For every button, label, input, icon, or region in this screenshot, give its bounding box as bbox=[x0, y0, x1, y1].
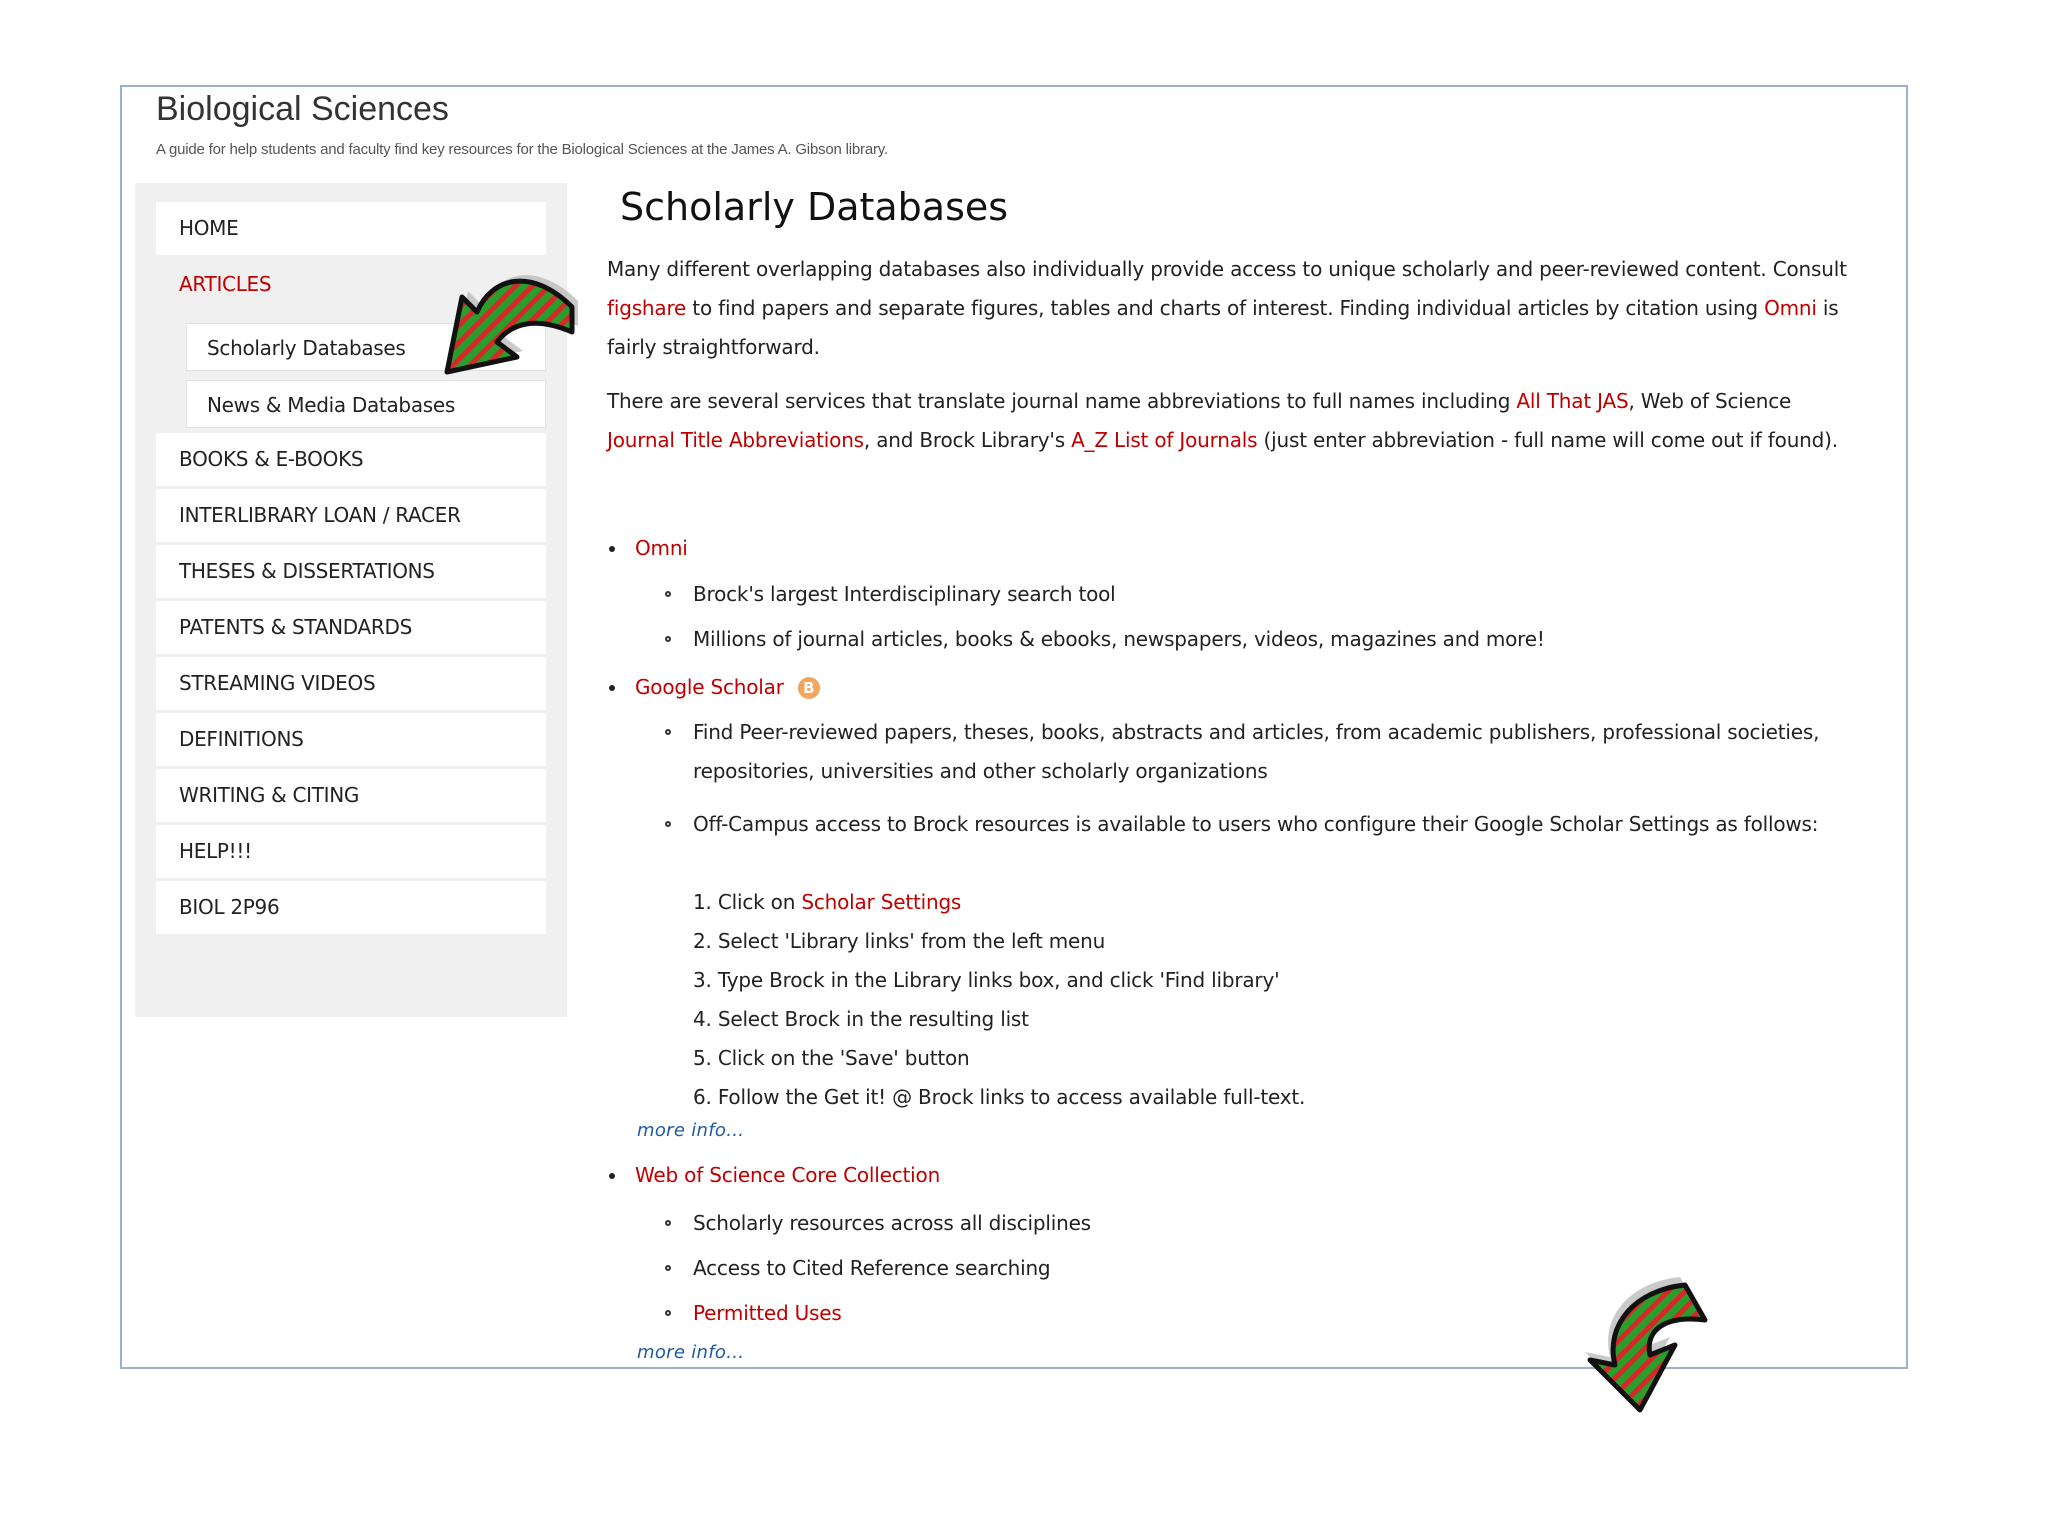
circle-bullet-icon bbox=[665, 1310, 671, 1316]
sidebar-item-writing-citing[interactable]: WRITING & CITING bbox=[156, 769, 546, 822]
sidebar-item-patents[interactable]: PATENTS & STANDARDS bbox=[156, 601, 546, 654]
sidebar-item-articles[interactable]: ARTICLES bbox=[179, 272, 272, 296]
list-item: Millions of journal articles, books & ebooks, newspapers, videos, magazines and more! bbox=[693, 627, 1545, 651]
step-item: 2. Select 'Library links' from the left menu bbox=[693, 929, 1106, 953]
web-of-science-link[interactable]: Web of Science Core Collection bbox=[635, 1163, 941, 1187]
sidebar-item-interlibrary-loan[interactable]: INTERLIBRARY LOAN / RACER bbox=[156, 489, 546, 542]
google-scholar-more-info-link[interactable]: more info... bbox=[637, 1120, 745, 1141]
web-of-science-more-info-link[interactable]: more info... bbox=[637, 1342, 745, 1363]
list-item: Find Peer-reviewed papers, theses, books, abstracts and articles, from academic publishers, professional societies, repositories, universities and other scholarly organizations bbox=[693, 720, 1820, 783]
list-item: Off-Campus access to Brock resources is available to users who configure their Google Scholar Settings as follows: bbox=[693, 812, 1819, 836]
sidebar-item-definitions[interactable]: DEFINITIONS bbox=[156, 713, 546, 766]
curved-arrow-icon bbox=[1555, 1265, 1725, 1425]
list-item bbox=[607, 668, 820, 707]
sidebar-item-home[interactable]: HOME bbox=[156, 202, 546, 255]
scholar-settings-link[interactable]: Scholar Settings bbox=[801, 890, 962, 914]
step-item: 3. Type Brock in the Library links box, and click 'Find library' bbox=[693, 968, 1280, 992]
bullet-icon bbox=[609, 1173, 615, 1179]
page-title: Scholarly Databases bbox=[620, 185, 1009, 229]
all-that-jas-link[interactable]: All That JAS bbox=[1516, 389, 1629, 413]
sidebar-item-theses[interactable]: THESES & DISSERTATIONS bbox=[156, 545, 546, 598]
intro-paragraph: Many different overlapping databases also individually provide access to unique scholarly and peer-reviewed content. Consult figshare to find papers and separate figures, tables and charts of interest. Finding individual articles by citation using Omni is fairly straightforward. bbox=[607, 257, 1847, 359]
sidebar-item-books[interactable]: BOOKS & E-BOOKS bbox=[156, 433, 546, 486]
sidebar-item-biol-2p96[interactable]: BIOL 2P96 bbox=[156, 881, 546, 934]
figshare-link[interactable]: figshare bbox=[607, 296, 687, 320]
guide-title: Biological Sciences bbox=[156, 90, 449, 128]
sidebar-item-help[interactable]: HELP!!! bbox=[156, 825, 546, 878]
sidebar-subitem-news-media-databases[interactable]: News & Media Databases bbox=[186, 380, 546, 428]
circle-bullet-icon bbox=[665, 636, 671, 642]
bullet-icon bbox=[609, 546, 615, 552]
abbreviations-paragraph: There are several services that translate journal name abbreviations to full names including All That JAS, Web of Science Journal Title Abbreviations, and Brock Library's A_Z List of Journals (just enter abbreviation - full name will come out if found). bbox=[607, 389, 1838, 452]
step-item: 1. Click on Scholar Settings bbox=[693, 890, 962, 914]
list-item: Access to Cited Reference searching bbox=[693, 1256, 1051, 1280]
omni-link[interactable]: Omni bbox=[635, 536, 688, 560]
permitted-uses-link[interactable]: Permitted Uses bbox=[693, 1301, 842, 1325]
circle-bullet-icon bbox=[665, 1220, 671, 1226]
list-item bbox=[607, 1156, 940, 1195]
circle-bullet-icon bbox=[665, 821, 671, 827]
guide-frame bbox=[120, 85, 1908, 1369]
step-item: 4. Select Brock in the resulting list bbox=[693, 1007, 1029, 1031]
circle-bullet-icon bbox=[665, 729, 671, 735]
brock-badge-icon[interactable]: B bbox=[798, 677, 820, 699]
step-item: 5. Click on the 'Save' button bbox=[693, 1046, 970, 1070]
omni-inline-link[interactable]: Omni bbox=[1764, 296, 1817, 320]
step-item: 6. Follow the Get it! @ Brock links to access available full-text. bbox=[693, 1085, 1306, 1109]
sidebar-item-streaming-videos[interactable]: STREAMING VIDEOS bbox=[156, 657, 546, 710]
list-item bbox=[607, 529, 688, 568]
circle-bullet-icon bbox=[665, 1265, 671, 1271]
circle-bullet-icon bbox=[665, 591, 671, 597]
curved-arrow-icon bbox=[422, 257, 582, 397]
az-list-journals-link[interactable]: A_Z List of Journals bbox=[1071, 428, 1258, 452]
journal-title-abbreviations-link[interactable]: Journal Title Abbreviations bbox=[607, 428, 864, 452]
google-scholar-link[interactable]: Google Scholar bbox=[635, 675, 784, 699]
sidebar-subitem-scholarly-databases[interactable]: Scholarly Databases bbox=[186, 323, 546, 371]
guide-description: A guide for help students and faculty find key resources for the Biological Sciences at the James A. Gibson library. bbox=[156, 141, 888, 158]
list-item: Brock's largest Interdisciplinary search tool bbox=[693, 582, 1116, 606]
list-item: Scholarly resources across all disciplines bbox=[693, 1211, 1091, 1235]
bullet-icon bbox=[609, 685, 615, 691]
